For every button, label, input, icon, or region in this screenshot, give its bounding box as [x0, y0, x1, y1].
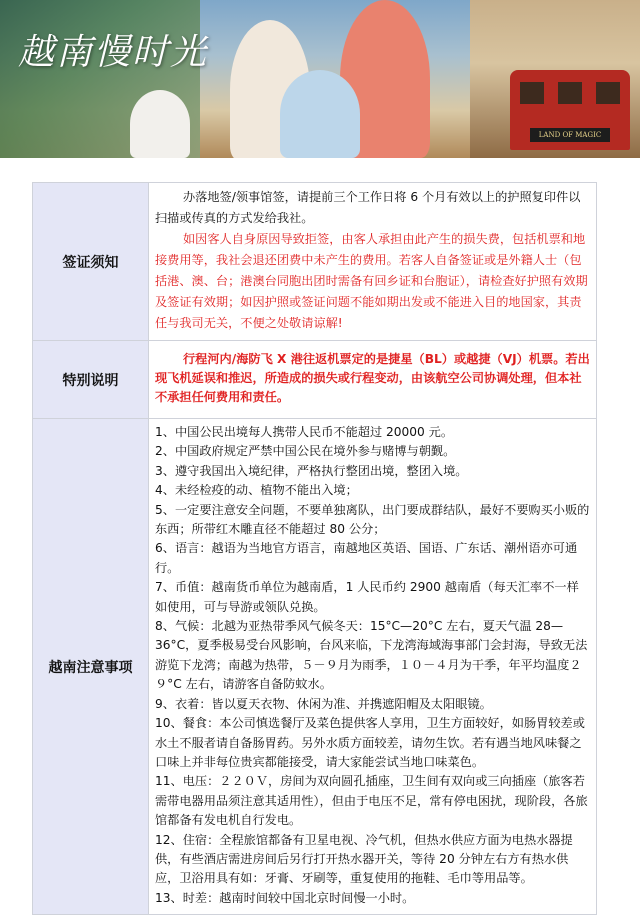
special-content [149, 341, 597, 419]
notes-item: 2、中国政府规定严禁中国公民在境外参与赌博与朝觐。 [155, 444, 456, 459]
special-row [33, 341, 597, 419]
banner-person-boy [280, 70, 360, 158]
notes-item: 4、未经检疫的动、植物不能出入境； [155, 483, 358, 498]
visa-paragraph-2: 如因客人自身原因导致拒签，由客人承担由此产生的损失费，包括机票和地接费用等，我社会退还团费中未产生的费用。若客人自备签证或是外籍人士（包括港、澳、台；港澳台同胞出团时需备有回乡证和台胞证），请检查好护照有效期及签证有效期；如因护照或签证问题不能如期出发或不能进入目的地国家，其责任与我司无关，不便之处敬请谅解! [155, 232, 588, 330]
visa-row [33, 183, 597, 341]
notes-item: 5、一定要注意安全问题，不要单独离队，出门要成群结队，最好不要购买小贩的东西；所带红木雕直径不能超过 80 公分； [155, 502, 590, 537]
header-banner [0, 0, 640, 158]
notes-item: 8、气候：北越为亚热带季风气候冬天：15°C—20°C 左右，夏天气温 28—36°C，夏季极易受台风影响，台风来临，下龙湾海域海事部门会封海，导致无法游览下龙湾；南越为热带，５－９月为雨季，１０－４月为干季，年平均温度２９°C 左右，请游客自备防蚊水。 [155, 619, 588, 692]
notes-item: 9、衣着：皆以夏天衣物、休闲为准、并携遮阳帽及太阳眼镜。 [155, 696, 492, 711]
banner-title: 越南慢时光 [18, 32, 209, 73]
train-window [520, 82, 544, 104]
visa-paragraph-1: 办落地签/领事馆签，请提前三个工作日将 6 个月有效以上的护照复印件以扫描或传真的方式发给我社。 [155, 190, 581, 225]
visa-label: 签证须知 [33, 183, 149, 341]
notes-item: 3、遵守我国出入境纪律，严格执行整团出境，整团入境。 [155, 463, 468, 478]
special-text: 行程河内/海防飞 X 港往返机票定的是捷星（BL）或越捷（VJ）机票。若出现飞机延误和推迟，所造成的损失或行程变动，由该航空公司协调处理，但本社不承担任何费用和责任。 [155, 352, 590, 404]
notes-label: 越南注意事项 [33, 419, 149, 915]
train-window [558, 82, 582, 104]
special-label: 特别说明 [33, 341, 149, 419]
banner-person-girl [130, 90, 190, 158]
banner-red-train [510, 70, 630, 150]
info-table [32, 182, 597, 915]
visa-content [149, 183, 597, 341]
notes-content [149, 419, 597, 915]
notes-item: 13、时差：越南时间较中国北京时间慢一小时。 [155, 890, 415, 905]
train-window [596, 82, 620, 104]
notes-item: 1、中国公民出境每人携带人民币不能超过 20000 元。 [155, 425, 454, 439]
notes-item: 6、语言：越语为当地官方语言，南越地区英语、国语、广东话、潮州语亦可通行。 [155, 541, 578, 575]
train-sign: LAND OF MAGIC [530, 128, 610, 142]
notes-item: 7、币值：越南货币单位为越南盾，1 人民币约 2900 越南盾（每天汇率不一样如使用，可与导游或领队兑换。 [155, 580, 579, 614]
notes-item: 10、餐食：本公司慎选餐厅及菜色提供客人享用，卫生方面较好，如肠胃较差或水土不服者请自备肠胃药。另外水质方面较差，请勿生饮。若有遇当地风味餐之口味上并非每位贵宾都能接受，请大家能尝试当地口味菜色。 [155, 716, 585, 769]
notes-item: 12、住宿：全程旅馆都备有卫星电视、冷气机，但热水供应方面为电热水器提供，有些酒店需进房间后另行打开热水器开关，等待 20 分钟左右方有热水供应，卫浴用具有如：牙膏、牙刷等，重复使用的拖鞋、毛巾等用品等。 [155, 832, 573, 886]
notes-row [33, 419, 597, 915]
notes-item: 11、电压：２２０Ｖ，房间为双向圆孔插座，卫生间有双向或三向插座（旅客若需带电器用品须注意其适用性），但由于电压不足，常有停电困扰，现阶段，各旅馆都备有发电机自行发电。 [155, 774, 588, 828]
